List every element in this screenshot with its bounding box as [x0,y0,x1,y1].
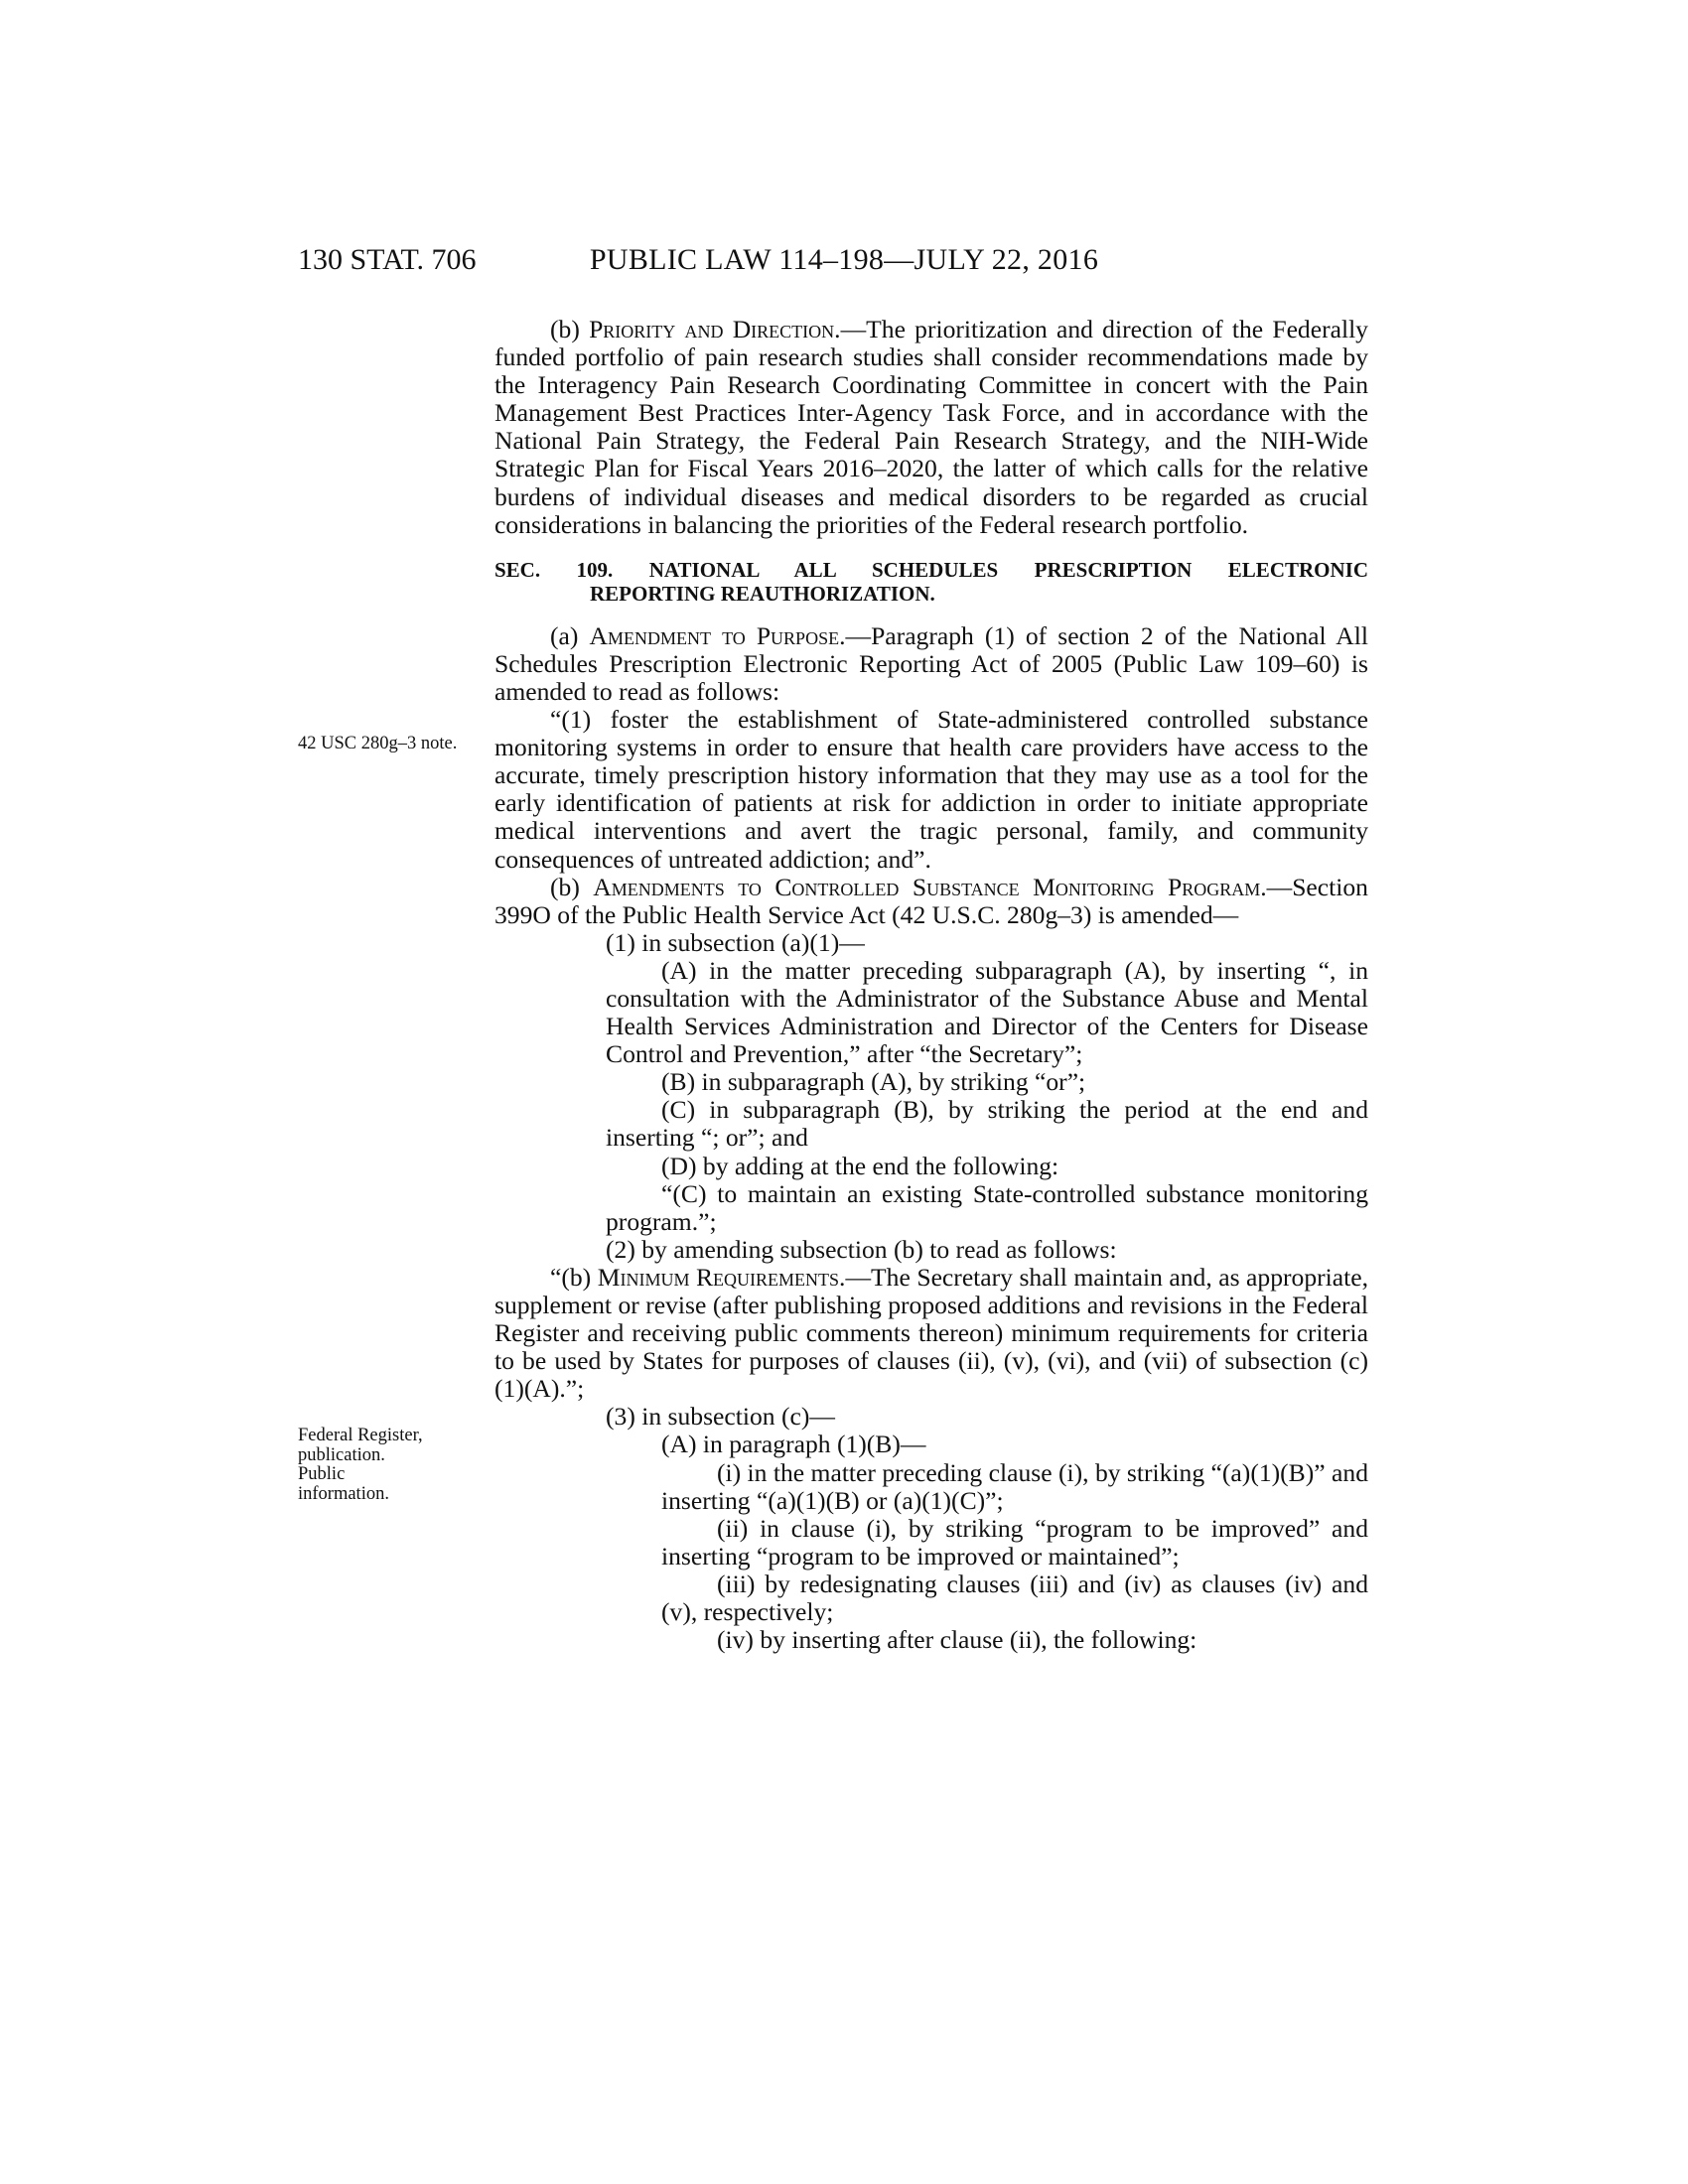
paragraph-text: —Paragraph (1) of section 2 of the National All Schedules Prescription Electronic Reporting Act of 2005 (Public Law 109–60) is amended to read as follows: [494,620,1368,706]
list-item: (A) in the matter preceding subparagraph (A), by inserting “, in consultation with the Administrator of the Substance Abuse and Mental Health Services Administration and Director of the Centers for Disease Control and Prevention,” after “the Secretary”; [606,955,1368,1069]
margin-note-line: Public [298,1464,346,1484]
paragraph-text: —The Secretary shall maintain and, as appropriate, supplement or revise (after publishing proposed additions and revisions in the Federal Register and receiving public comments thereon) minimum requirements for criteria to be used by States for purposes of clauses (ii), (v), (vi), and (vii) of subsection (c)(1)(A).”; [494,1262,1368,1404]
list-item: (ii) in clause (i), by striking “program to be improved” and inserting “program to be improved or maintained”; [661,1513,1368,1570]
list-item: (C) in subparagraph (B), by striking the period at the end and inserting “; or”; and [606,1095,1368,1153]
margin-note-federal-register [298,1427,477,1504]
paragraph-amendment-purpose [494,622,1368,706]
list-item: (1) in subsection (a)(1)— [606,927,865,957]
quoted-paragraph-1: “(1) foster the establishment of State-administered controlled substance monitoring systems in order to ensure that health care providers have access to the accurate, timely prescription history information that they may use as a tool for the early identification of patients at risk for addiction in order to initiate appropriate medical interventions and avert the tragic personal, family, and community consequences of untreated addiction; and”. [494,705,1368,874]
section-heading-line: REPORTING REAUTHORIZATION. [590,581,935,606]
paragraph-controlled-substance [494,874,1368,929]
paragraph-label: “(b) [550,1262,598,1292]
list-item: (i) in the matter preceding clause (i), by striking “(a)(1)(B)” and inserting “(a)(1)(B) or (a)(1)(C)”; [661,1457,1368,1515]
list-item: (A) in paragraph (1)(B)— [661,1430,926,1459]
list-item: “(C) to maintain an existing State-controlled substance monitoring program.”; [606,1178,1368,1236]
margin-note-line: Federal Register, [298,1426,423,1445]
margin-note-usc-text: 42 USC 280g–3 note. [298,734,458,753]
margin-note-line: information. [298,1483,389,1504]
paragraph-label: (b) [550,315,590,343]
quoted-minimum-requirements [494,1264,1368,1403]
paragraph-heading: Amendment to Purpose. [589,620,846,650]
section-heading-line: SEC. 109. NATIONAL ALL SCHEDULES PRESCRIPTION ELECTRONIC [494,557,1368,582]
law-title: PUBLIC LAW 114–198—JULY 22, 2016 [589,243,1099,276]
paragraph-label: (a) [550,620,590,650]
paragraph-text: —The prioritization and direction of the Federally funded portfolio of pain research studies shall consider recommendations made by the Interagency Pain Research Coordinating Committee in concert with the Pain Management Best Practices Inter-Agency Task Force, and in accordance with the National Pain Strategy, the Federal Pain Research Strategy, and the NIH-Wide Strategic Plan for Fiscal Years 2016–2020, the latter of which calls for the relative burdens of individual diseases and medical disorders to be regarded as crucial considerations in balancing the priorities of the Federal research portfolio. [494,315,1368,539]
paragraph-text: —Section 399O of the Public Health Service Act (42 U.S.C. 280g–3) is amended— [494,872,1368,929]
list-item: (iv) by inserting after clause (ii), the following: [717,1625,1197,1655]
list-item: (3) in subsection (c)— [606,1402,835,1432]
list-item: (D) by adding at the end the following: [661,1151,1059,1180]
statute-citation: 130 STAT. 706 [298,243,477,276]
list-item: (iii) by redesignating clauses (iii) and (iv) as clauses (iv) and (v), respectively; [661,1569,1368,1627]
page-header [298,243,1390,283]
paragraph-heading: Amendments to Controlled Substance Monitoring Program. [593,872,1267,901]
document-body [494,316,1368,1654]
paragraph-heading: Priority and Direction. [589,315,841,343]
section-heading [494,558,1368,606]
paragraph-heading: Minimum Requirements. [597,1262,846,1292]
margin-note-line: publication. [298,1444,385,1465]
margin-note-usc [298,735,477,754]
paragraph-priority-direction [494,316,1368,539]
list-item: (2) by amending subsection (b) to read as follows: [606,1234,1117,1264]
list-item: (B) in subparagraph (A), by striking “or”; [661,1067,1086,1097]
paragraph-label: (b) [550,872,594,901]
